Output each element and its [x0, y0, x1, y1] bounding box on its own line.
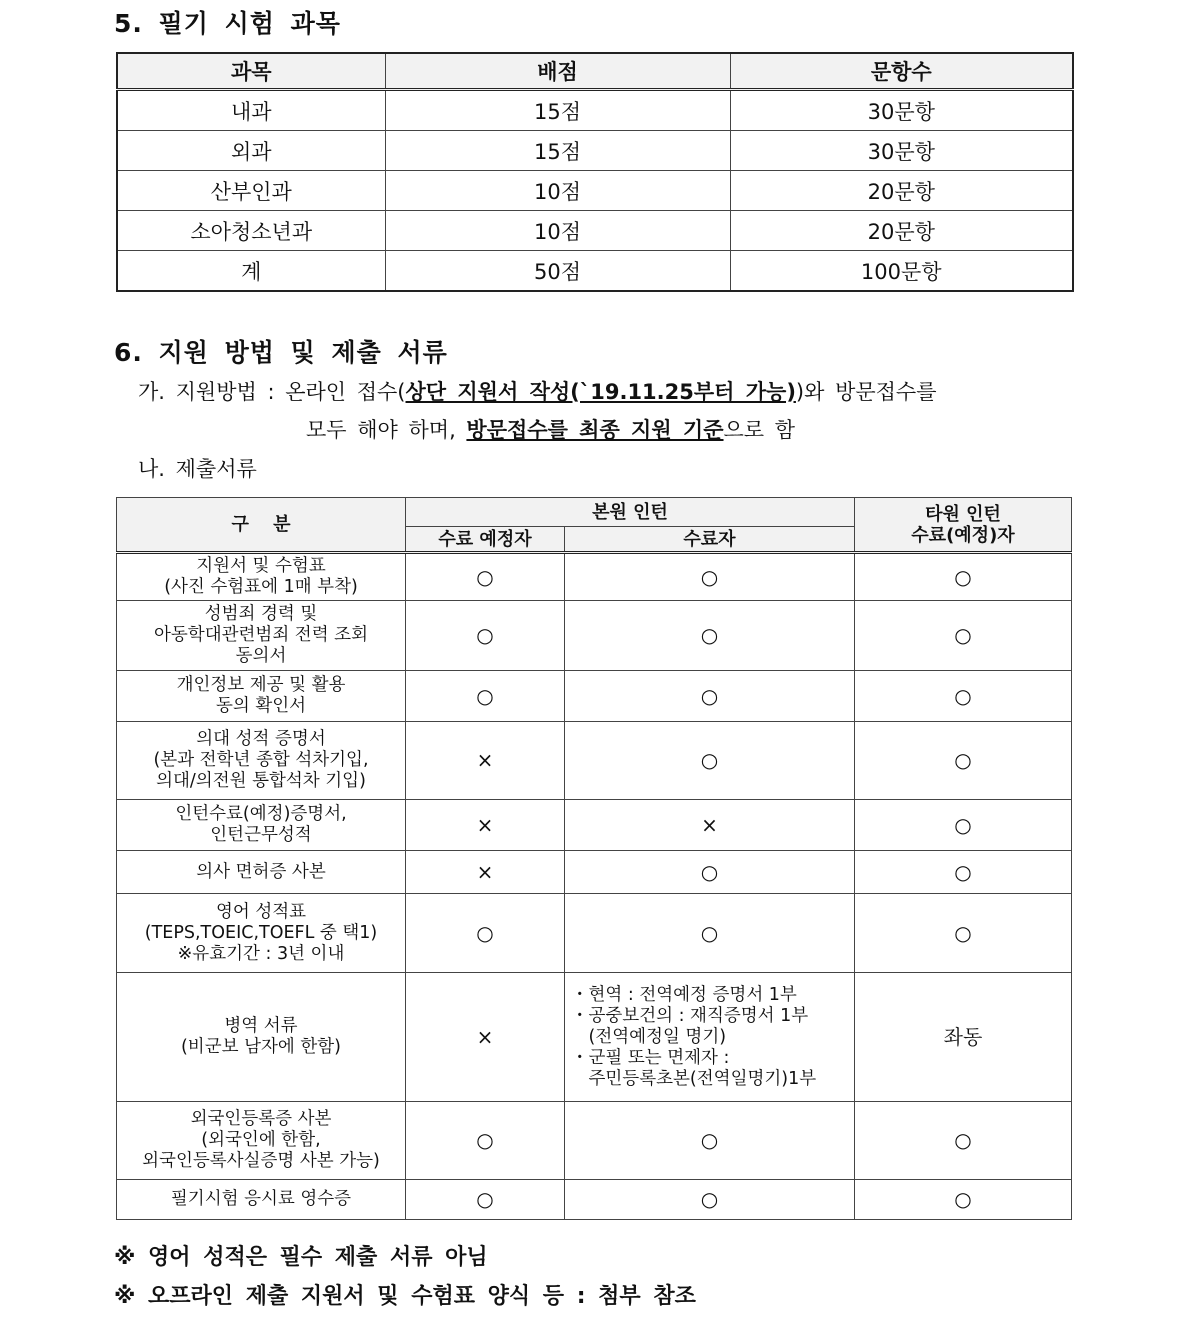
method-line2-suffix: 으로 함	[723, 418, 796, 442]
table-row	[117, 671, 1072, 722]
table-row	[117, 800, 1072, 851]
document-name-line: (본과 전학년 종합 석차기입,	[153, 750, 369, 770]
document-name-line: 개인정보 제공 및 활용	[176, 675, 346, 695]
questions-cell: 30문항	[730, 131, 1073, 171]
method-line2-prefix: 모두 해야 하며,	[306, 418, 467, 442]
subject-cell: 외과	[117, 131, 385, 171]
other-intern-mark-cell: ○	[855, 800, 1072, 851]
other-intern-mark-cell: ○	[855, 553, 1072, 601]
table-row	[117, 90, 1073, 131]
section6-title: 6. 지원 방법 및 제출 서류	[114, 338, 448, 367]
exam-subjects-table	[116, 52, 1074, 292]
other-intern-mark-cell: 좌동	[855, 973, 1072, 1102]
table-row	[117, 1180, 1072, 1220]
document-name-cell	[117, 601, 406, 671]
document-name-line: 병역 서류	[224, 1016, 298, 1036]
score-cell: 10점	[385, 171, 730, 211]
method-prefix: 가. 지원방법 : 온라인 접수(	[138, 380, 406, 404]
completed-mark-cell: ○	[565, 671, 855, 722]
completed-mark-cell: ○	[565, 1102, 855, 1180]
header-completed: 수료자	[565, 527, 855, 553]
document-name-line: 성범죄 경력 및	[204, 604, 318, 624]
other-intern-mark-cell: ○	[855, 671, 1072, 722]
expected-mark-cell: ×	[406, 722, 565, 800]
document-name-line: (비군보 남자에 한함)	[180, 1037, 342, 1057]
document-name-line: 지원서 및 수험표	[196, 556, 326, 576]
other-intern-mark-cell: ○	[855, 894, 1072, 973]
military-docs-line: (전역예정일 명기)	[571, 1026, 727, 1047]
document-name-cell	[117, 851, 406, 894]
completed-mark-cell: ○	[565, 601, 855, 671]
document-name-line: 의대 성적 증명서	[196, 729, 326, 749]
document-name-line: 필기시험 응시료 영수증	[170, 1189, 352, 1209]
table-row	[117, 211, 1073, 251]
expected-mark-cell: ○	[406, 671, 565, 722]
document-name-cell	[117, 894, 406, 973]
expected-mark-cell: ○	[406, 1102, 565, 1180]
document-name-line: (TEPS,TOEIC,TOEFL 중 택1)	[144, 922, 378, 943]
document-name-line: 동의 확인서	[215, 696, 307, 716]
military-docs-cell	[565, 973, 855, 1102]
questions-cell: 20문항	[730, 211, 1073, 251]
military-docs-line: ・현역 : 전역예정 증명서 1부	[571, 984, 797, 1005]
score-cell: 50점	[385, 251, 730, 292]
subject-cell: 계	[117, 251, 385, 292]
expected-mark-cell: ○	[406, 894, 565, 973]
subject-cell: 소아청소년과	[117, 211, 385, 251]
other-intern-mark-cell: ○	[855, 722, 1072, 800]
document-name-cell	[117, 671, 406, 722]
other-intern-mark-cell: ○	[855, 1180, 1072, 1220]
table-row	[117, 131, 1073, 171]
note-offline: ※ 오프라인 제출 지원서 및 수험표 양식 등 : 첨부 참조	[114, 1284, 696, 1309]
document-name-line: 외국인등록증 사본	[190, 1109, 332, 1129]
score-cell: 15점	[385, 90, 730, 131]
document-name-line: (사진 수험표에 1매 부착)	[164, 577, 358, 597]
section5-title: 5. 필기 시험 과목	[114, 9, 341, 38]
method-line-2	[306, 414, 795, 444]
header-questions: 문항수	[730, 53, 1073, 90]
table-row	[117, 1102, 1072, 1180]
method-line-1	[138, 376, 937, 406]
note-english: ※ 영어 성적은 필수 제출 서류 아님	[114, 1245, 488, 1270]
questions-cell: 100문항	[730, 251, 1073, 292]
expected-mark-cell: ○	[406, 553, 565, 601]
header-main-intern: 본원 인턴	[406, 498, 855, 527]
table-row	[117, 894, 1072, 973]
document-name-line: 영어 성적표	[215, 901, 307, 922]
document-name-line: ※유효기간 : 3년 이내	[177, 943, 345, 964]
header-subject: 과목	[117, 53, 385, 90]
questions-cell: 30문항	[730, 90, 1073, 131]
document-name-cell	[117, 973, 406, 1102]
table-row	[117, 251, 1073, 292]
document-name-line: 의대/의전원 통합석차 기입)	[156, 771, 366, 791]
other-intern-mark-cell: ○	[855, 601, 1072, 671]
table-row	[117, 973, 1072, 1102]
method-emphasis: 상단 지원서 작성(`19.11.25부터 가능)	[405, 380, 796, 404]
document-name-cell	[117, 722, 406, 800]
military-docs-line: 주민등록초본(전역일명기)1부	[571, 1068, 817, 1089]
method-suffix: )와 방문접수를	[795, 380, 937, 404]
subject-cell: 산부인과	[117, 171, 385, 211]
document-name-line: 인턴수료(예정)증명서,	[175, 804, 347, 824]
subject-cell: 내과	[117, 90, 385, 131]
header-other-line2: 수료(예정)자	[911, 524, 1015, 546]
header-other-intern	[855, 498, 1072, 553]
completed-mark-cell: ○	[565, 1180, 855, 1220]
completed-mark-cell: ○	[565, 894, 855, 973]
header-other-line1: 타원 인턴	[925, 503, 1001, 525]
document-name-line: 외국인등록사실증명 사본 가능)	[142, 1151, 380, 1171]
score-cell: 15점	[385, 131, 730, 171]
header-category: 구 분	[117, 498, 406, 553]
completed-mark-cell: ○	[565, 553, 855, 601]
document-name-line: 인턴근무성적	[210, 825, 312, 845]
document-name-cell	[117, 800, 406, 851]
score-cell: 10점	[385, 211, 730, 251]
table-row	[117, 553, 1072, 601]
document-name-cell	[117, 1180, 406, 1220]
table-row	[117, 851, 1072, 894]
document-name-cell	[117, 1102, 406, 1180]
documents-table	[116, 497, 1072, 1220]
expected-mark-cell: ×	[406, 851, 565, 894]
military-docs-line: ・군필 또는 면제자 :	[571, 1047, 730, 1068]
table-row	[117, 722, 1072, 800]
expected-mark-cell: ○	[406, 1180, 565, 1220]
header-expected: 수료 예정자	[406, 527, 565, 553]
questions-cell: 20문항	[730, 171, 1073, 211]
completed-mark-cell: ×	[565, 800, 855, 851]
document-name-line: 동의서	[235, 646, 287, 666]
document-name-cell	[117, 553, 406, 601]
expected-mark-cell: ×	[406, 973, 565, 1102]
header-score: 배점	[385, 53, 730, 90]
expected-mark-cell: ○	[406, 601, 565, 671]
other-intern-mark-cell: ○	[855, 851, 1072, 894]
method-line2-emphasis: 방문접수를 최종 지원 기준	[466, 418, 724, 442]
military-docs-line: ・공중보건의 : 재직증명서 1부	[571, 1005, 809, 1026]
document-name-line: (외국인에 한함,	[201, 1130, 321, 1150]
table-row	[117, 171, 1073, 211]
other-intern-mark-cell: ○	[855, 1102, 1072, 1180]
docs-label: 나. 제출서류	[138, 457, 257, 481]
table-row	[117, 601, 1072, 671]
completed-mark-cell: ○	[565, 722, 855, 800]
document-name-line: 의사 면허증 사본	[196, 861, 326, 882]
expected-mark-cell: ×	[406, 800, 565, 851]
document-name-line: 아동학대관련범죄 전력 조회	[154, 625, 368, 645]
completed-mark-cell: ○	[565, 851, 855, 894]
